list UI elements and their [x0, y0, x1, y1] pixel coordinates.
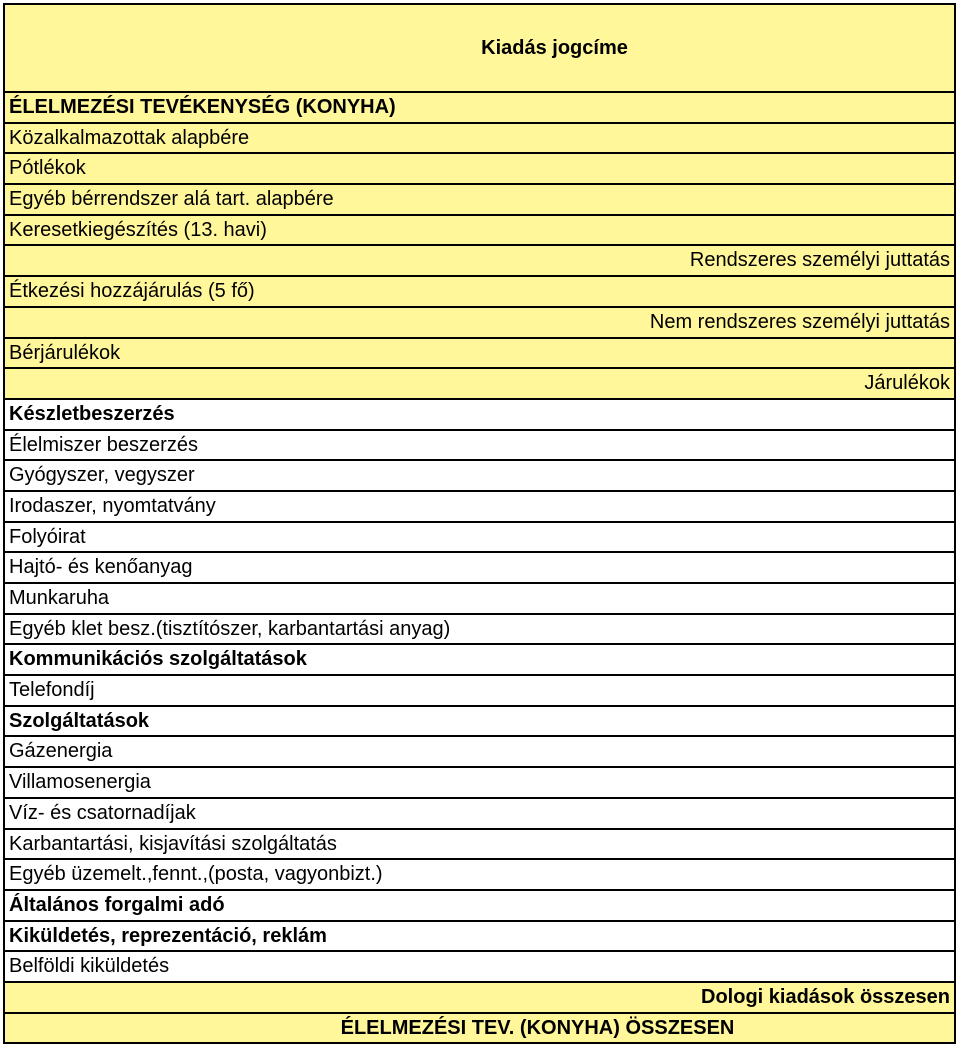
table-row: Általános forgalmi adó: [3, 891, 956, 922]
budget-table: [3, 3, 956, 1044]
table-row: Folyóirat: [3, 523, 956, 554]
header-title: Kiadás jogcíme: [481, 37, 628, 59]
table-row: ÉLELMEZÉSI TEV. (KONYHA) ÖSSZESEN: [3, 1014, 956, 1045]
table-row: Egyéb bérrendszer alá tart. alapbére: [3, 185, 956, 216]
table-row: Villamosenergia: [3, 768, 956, 799]
table-row: Dologi kiadások összesen: [3, 983, 956, 1014]
table-row: Egyéb klet besz.(tisztítószer, karbantartási anyag): [3, 615, 956, 646]
table-row: Kiküldetés, reprezentáció, reklám: [3, 922, 956, 953]
table-row: Gázenergia: [3, 737, 956, 768]
table-row: Munkaruha: [3, 584, 956, 615]
table-row: Irodaszer, nyomtatvány: [3, 492, 956, 523]
table-row: Kommunikációs szolgáltatások: [3, 645, 956, 676]
table-row: Keresetkiegészítés (13. havi): [3, 216, 956, 247]
table-row: ÉLELMEZÉSI TEVÉKENYSÉG (KONYHA): [3, 93, 956, 124]
table-row: Belföldi kiküldetés: [3, 952, 956, 983]
table-body: [3, 93, 956, 1044]
table-row: Rendszeres személyi juttatás: [3, 246, 956, 277]
table-row: Élelmiszer beszerzés: [3, 431, 956, 462]
table-row: Hajtó- és kenőanyag: [3, 553, 956, 584]
table-row: Karbantartási, kisjavítási szolgáltatás: [3, 830, 956, 861]
table-row: Bérjárulékok: [3, 339, 956, 370]
table-row: Víz- és csatornadíjak: [3, 799, 956, 830]
table-header: [3, 3, 956, 93]
table-row: Szolgáltatások: [3, 707, 956, 738]
table-row: Járulékok: [3, 369, 956, 400]
table-row: Közalkalmazottak alapbére: [3, 124, 956, 155]
table-row: Étkezési hozzájárulás (5 fő): [3, 277, 956, 308]
table-row: Nem rendszeres személyi juttatás: [3, 308, 956, 339]
table-row: Telefondíj: [3, 676, 956, 707]
table-row: Pótlékok: [3, 154, 956, 185]
table-row: Egyéb üzemelt.,fennt.,(posta, vagyonbizt.): [3, 860, 956, 891]
table-row: Gyógyszer, vegyszer: [3, 461, 956, 492]
table-row: Készletbeszerzés: [3, 400, 956, 431]
